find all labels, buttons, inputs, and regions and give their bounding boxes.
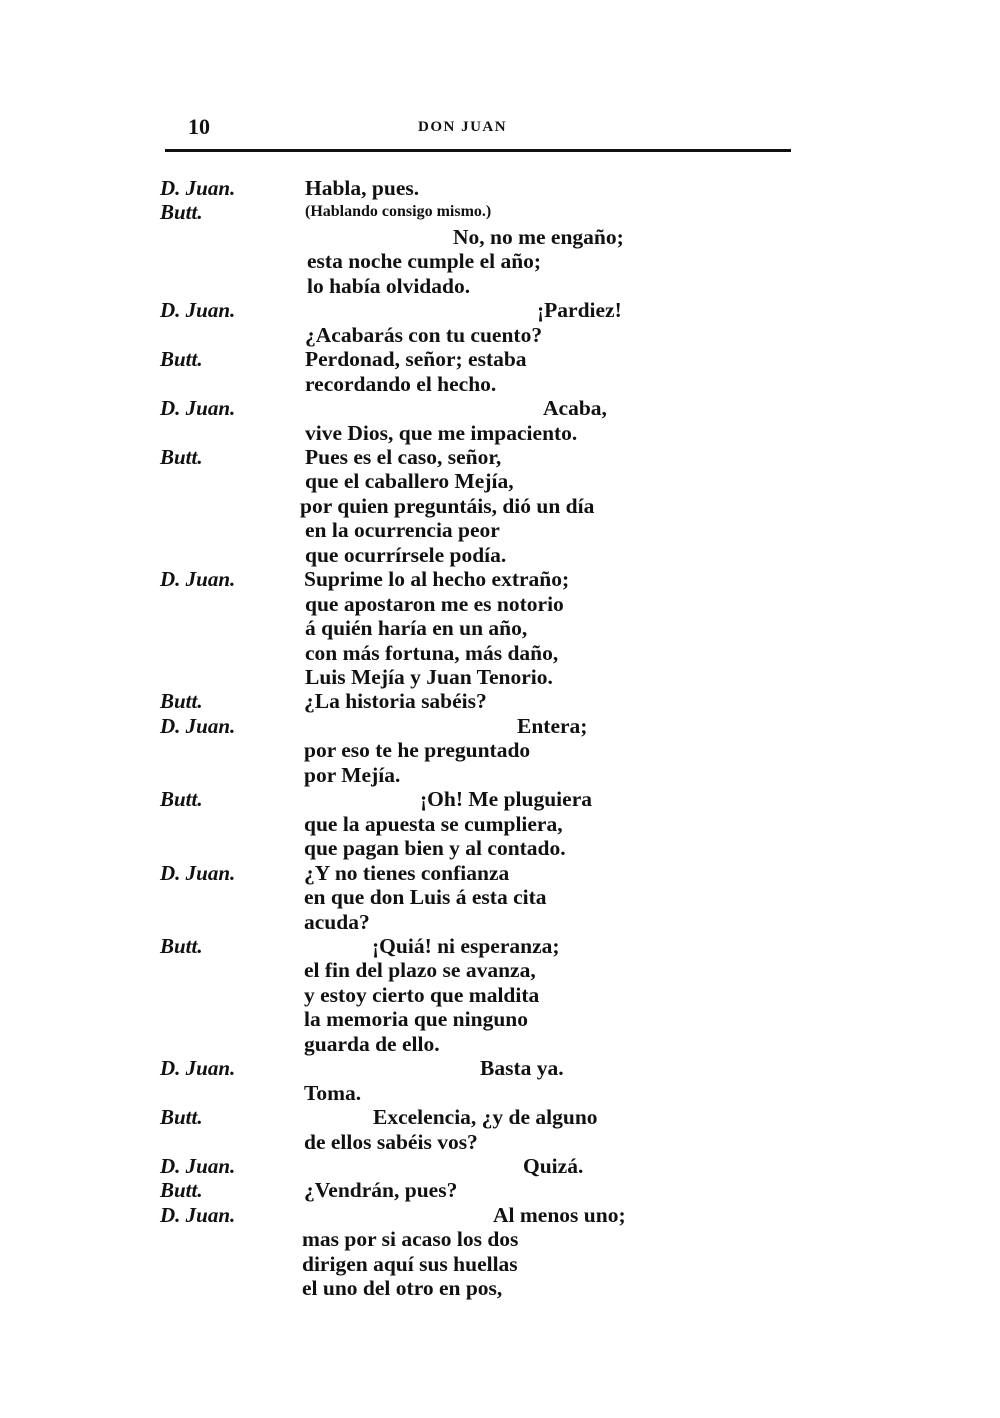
dialogue-line [0, 543, 1000, 567]
dialogue-line [0, 518, 1000, 542]
dialogue-line [0, 372, 1000, 396]
dialogue-line [0, 1130, 1000, 1154]
verse-text: ¡Oh! Me pluguiera [420, 787, 592, 812]
verse-text: de ellos sabéis vos? [304, 1129, 478, 1154]
dialogue-line [0, 787, 1000, 811]
verse-text: Perdonad, señor; estaba [305, 347, 527, 372]
verse-text: Pues es el caso, señor, [305, 444, 502, 469]
dialogue-line [0, 347, 1000, 371]
verse-text: que pagan bien y al contado. [304, 836, 566, 861]
verse-text: ¡Quiá! ni esperanza; [372, 933, 560, 958]
verse-text: ¿Y no tienes confianza [304, 860, 510, 885]
stage-direction: (Hablando consigo mismo.) [305, 203, 492, 221]
verse-text: que la apuesta se cumpliera, [304, 811, 563, 836]
speaker-name: D. Juan. [160, 713, 236, 738]
verse-text: por eso te he preguntado [304, 738, 531, 763]
dialogue-line [0, 567, 1000, 591]
speaker-name: Butt. [160, 787, 203, 812]
verse-text: la memoria que ninguno [304, 1007, 528, 1032]
dialogue-line [0, 1203, 1000, 1227]
dialogue-line [0, 323, 1000, 347]
dialogue-line [0, 494, 1000, 518]
verse-text: vive Dios, que me impaciento. [305, 420, 578, 445]
verse-text: Luis Mejía y Juan Tenorio. [305, 665, 553, 689]
verse-text: el uno del otro en pos, [302, 1276, 503, 1301]
dialogue-line [0, 861, 1000, 885]
verse-text: el fin del plazo se avanza, [304, 958, 536, 983]
verse-text: Entera; [517, 713, 588, 738]
speaker-name: D. Juan. [160, 860, 236, 885]
dialogue-line [0, 616, 1000, 640]
verse-text: No, no me engaño; [453, 224, 624, 249]
verse-text: Excelencia, ¿y de alguno [373, 1105, 598, 1130]
running-title: DON JUAN [418, 119, 508, 135]
speaker-name: D. Juan. [160, 567, 236, 592]
speaker-name: Butt. [160, 200, 203, 225]
dialogue-line [0, 958, 1000, 982]
verse-text: en que don Luis á esta cita [304, 885, 547, 910]
speaker-name: D. Juan. [160, 1202, 236, 1227]
verse-text: que el caballero Mejía, [305, 469, 514, 494]
dialogue-line [0, 469, 1000, 493]
verse-text: ¿La historia sabéis? [304, 689, 487, 714]
verse-text: Basta ya. [480, 1056, 564, 1081]
speaker-name: Butt. [160, 689, 203, 714]
verse-text: y estoy cierto que maldita [304, 982, 540, 1007]
verse-text: dirigen aquí sus huellas [302, 1251, 518, 1276]
dialogue-line [0, 1276, 1000, 1300]
verse-text: por Mejía. [304, 762, 401, 787]
dialogue-line [0, 396, 1000, 420]
speaker-name: Butt. [160, 1105, 203, 1130]
dialogue-line [0, 176, 1000, 200]
verse-text: ¿Acabarás con tu cuento? [305, 322, 543, 347]
verse-text: Quizá. [523, 1154, 584, 1178]
dialogue-line [0, 1178, 1000, 1202]
dialogue-line [0, 225, 1000, 249]
verse-text: lo había olvidado. [307, 273, 471, 298]
dialogue-line [0, 1227, 1000, 1251]
dialogue-line [0, 910, 1000, 934]
dialogue-line [0, 1081, 1000, 1105]
speaker-name: D. Juan. [160, 396, 236, 421]
verse-text: Suprime lo al hecho extraño; [304, 567, 570, 592]
speaker-name: Butt. [160, 933, 203, 958]
verse-text: Al menos uno; [493, 1202, 626, 1227]
speaker-name: Butt. [160, 1178, 203, 1203]
dialogue-line [0, 274, 1000, 298]
dialogue-line [0, 298, 1000, 322]
speaker-name: D. Juan. [160, 176, 236, 200]
verse-text: á quién haría en un año, [305, 616, 528, 641]
verse-text: ¡Pardiez! [537, 298, 622, 323]
dialogue-line [0, 421, 1000, 445]
verse-text: esta noche cumple el año; [307, 249, 542, 274]
header-rule [165, 149, 791, 152]
speaker-name: D. Juan. [160, 298, 236, 323]
verse-text: ¿Vendrán, pues? [304, 1178, 458, 1203]
dialogue-line [0, 1007, 1000, 1031]
verse-text: por quien preguntáis, dió un día [300, 493, 595, 518]
dialogue-line [0, 200, 1000, 224]
verse-text: mas por si acaso los dos [302, 1227, 519, 1252]
dialogue-line [0, 1032, 1000, 1056]
dialogue-line [0, 445, 1000, 469]
verse-text: que apostaron me es notorio [305, 591, 564, 616]
dialogue-line [0, 812, 1000, 836]
speaker-name: D. Juan. [160, 1056, 236, 1081]
dialogue-line [0, 714, 1000, 738]
page-number: 10 [188, 114, 210, 139]
verse-text: que ocurrírsele podía. [305, 542, 507, 567]
dialogue-line [0, 1056, 1000, 1080]
dialogue-line [0, 1154, 1000, 1178]
verse-text: recordando el hecho. [305, 371, 497, 396]
dialogue-line [0, 689, 1000, 713]
dialogue-line [0, 763, 1000, 787]
dialogue-line [0, 641, 1000, 665]
dialogue-line [0, 665, 1000, 689]
verse-text: Habla, pues. [305, 176, 420, 200]
dialogue-line [0, 592, 1000, 616]
speaker-name: Butt. [160, 347, 203, 372]
verse-text: Acaba, [543, 396, 607, 421]
dialogue-line [0, 1105, 1000, 1129]
dialogue-line [0, 1252, 1000, 1276]
speaker-name: D. Juan. [160, 1154, 236, 1178]
dialogue-line [0, 249, 1000, 273]
dialogue-line [0, 885, 1000, 909]
verse-text: Toma. [304, 1080, 362, 1105]
verse-text: en la ocurrencia peor [305, 518, 500, 543]
verse-text: con más fortuna, más daño, [305, 640, 559, 665]
speaker-name: Butt. [160, 444, 203, 469]
dialogue-line [0, 983, 1000, 1007]
dialogue-line [0, 836, 1000, 860]
verse-text: guarda de ello. [304, 1031, 440, 1056]
verse-text: acuda? [304, 909, 370, 934]
dialogue-line [0, 738, 1000, 762]
dialogue-line [0, 934, 1000, 958]
